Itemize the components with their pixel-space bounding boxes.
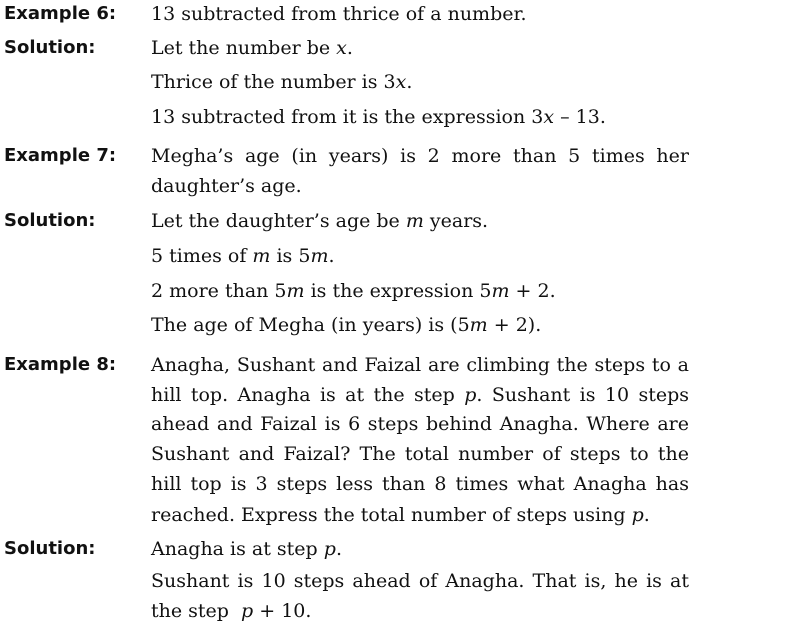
solution-8-line-1: Anagha is at step p.: [151, 538, 342, 560]
example-8-line-1: Anagha, Sushant and Faizal are climbing the steps to a: [151, 354, 689, 376]
example-8-label: Example 8:: [4, 354, 117, 375]
solution-8-line-3: the step p + 10.: [151, 600, 312, 622]
example-7-label: Example 7:: [4, 145, 117, 166]
example-8-line-4: Sushant and Faizal? The total number of steps to the: [151, 443, 689, 465]
example-7-line-2: daughter’s age.: [151, 175, 302, 197]
example-6-label: Example 6:: [4, 3, 117, 24]
solution-6-line-1: Let the number be x.: [151, 37, 353, 59]
example-8-line-5: hill top is 3 steps less than 8 times what Anagha has: [151, 473, 689, 495]
example-8-line-2: hill top. Anagha is at the step p. Sushant is 10 steps: [151, 384, 689, 406]
solution-8-line-2: Sushant is 10 steps ahead of Anagha. That is, he is at: [151, 570, 689, 592]
solution-6-line-3: 13 subtracted from it is the expression 3x – 13.: [151, 106, 606, 128]
solution-7-line-3: 2 more than 5m is the expression 5m + 2.: [151, 280, 556, 302]
solution-7-line-1: Let the daughter’s age be m years.: [151, 210, 489, 232]
example-6-statement: 13 subtracted from thrice of a number.: [151, 3, 527, 25]
solution-7-label: Solution:: [4, 210, 96, 231]
example-8-line-6: reached. Express the total number of steps using p.: [151, 504, 650, 526]
solution-7-line-4: The age of Megha (in years) is (5m + 2).: [151, 314, 542, 336]
example-7-line-1: Megha’s age (in years) is 2 more than 5 times her: [151, 145, 689, 167]
example-8-line-3: ahead and Faizal is 6 steps behind Anagha. Where are: [151, 413, 689, 435]
solution-6-line-2: Thrice of the number is 3x.: [151, 71, 413, 93]
solution-8-label: Solution:: [4, 538, 96, 559]
solution-6-label: Solution:: [4, 37, 96, 58]
solution-7-line-2: 5 times of m is 5m.: [151, 245, 335, 267]
